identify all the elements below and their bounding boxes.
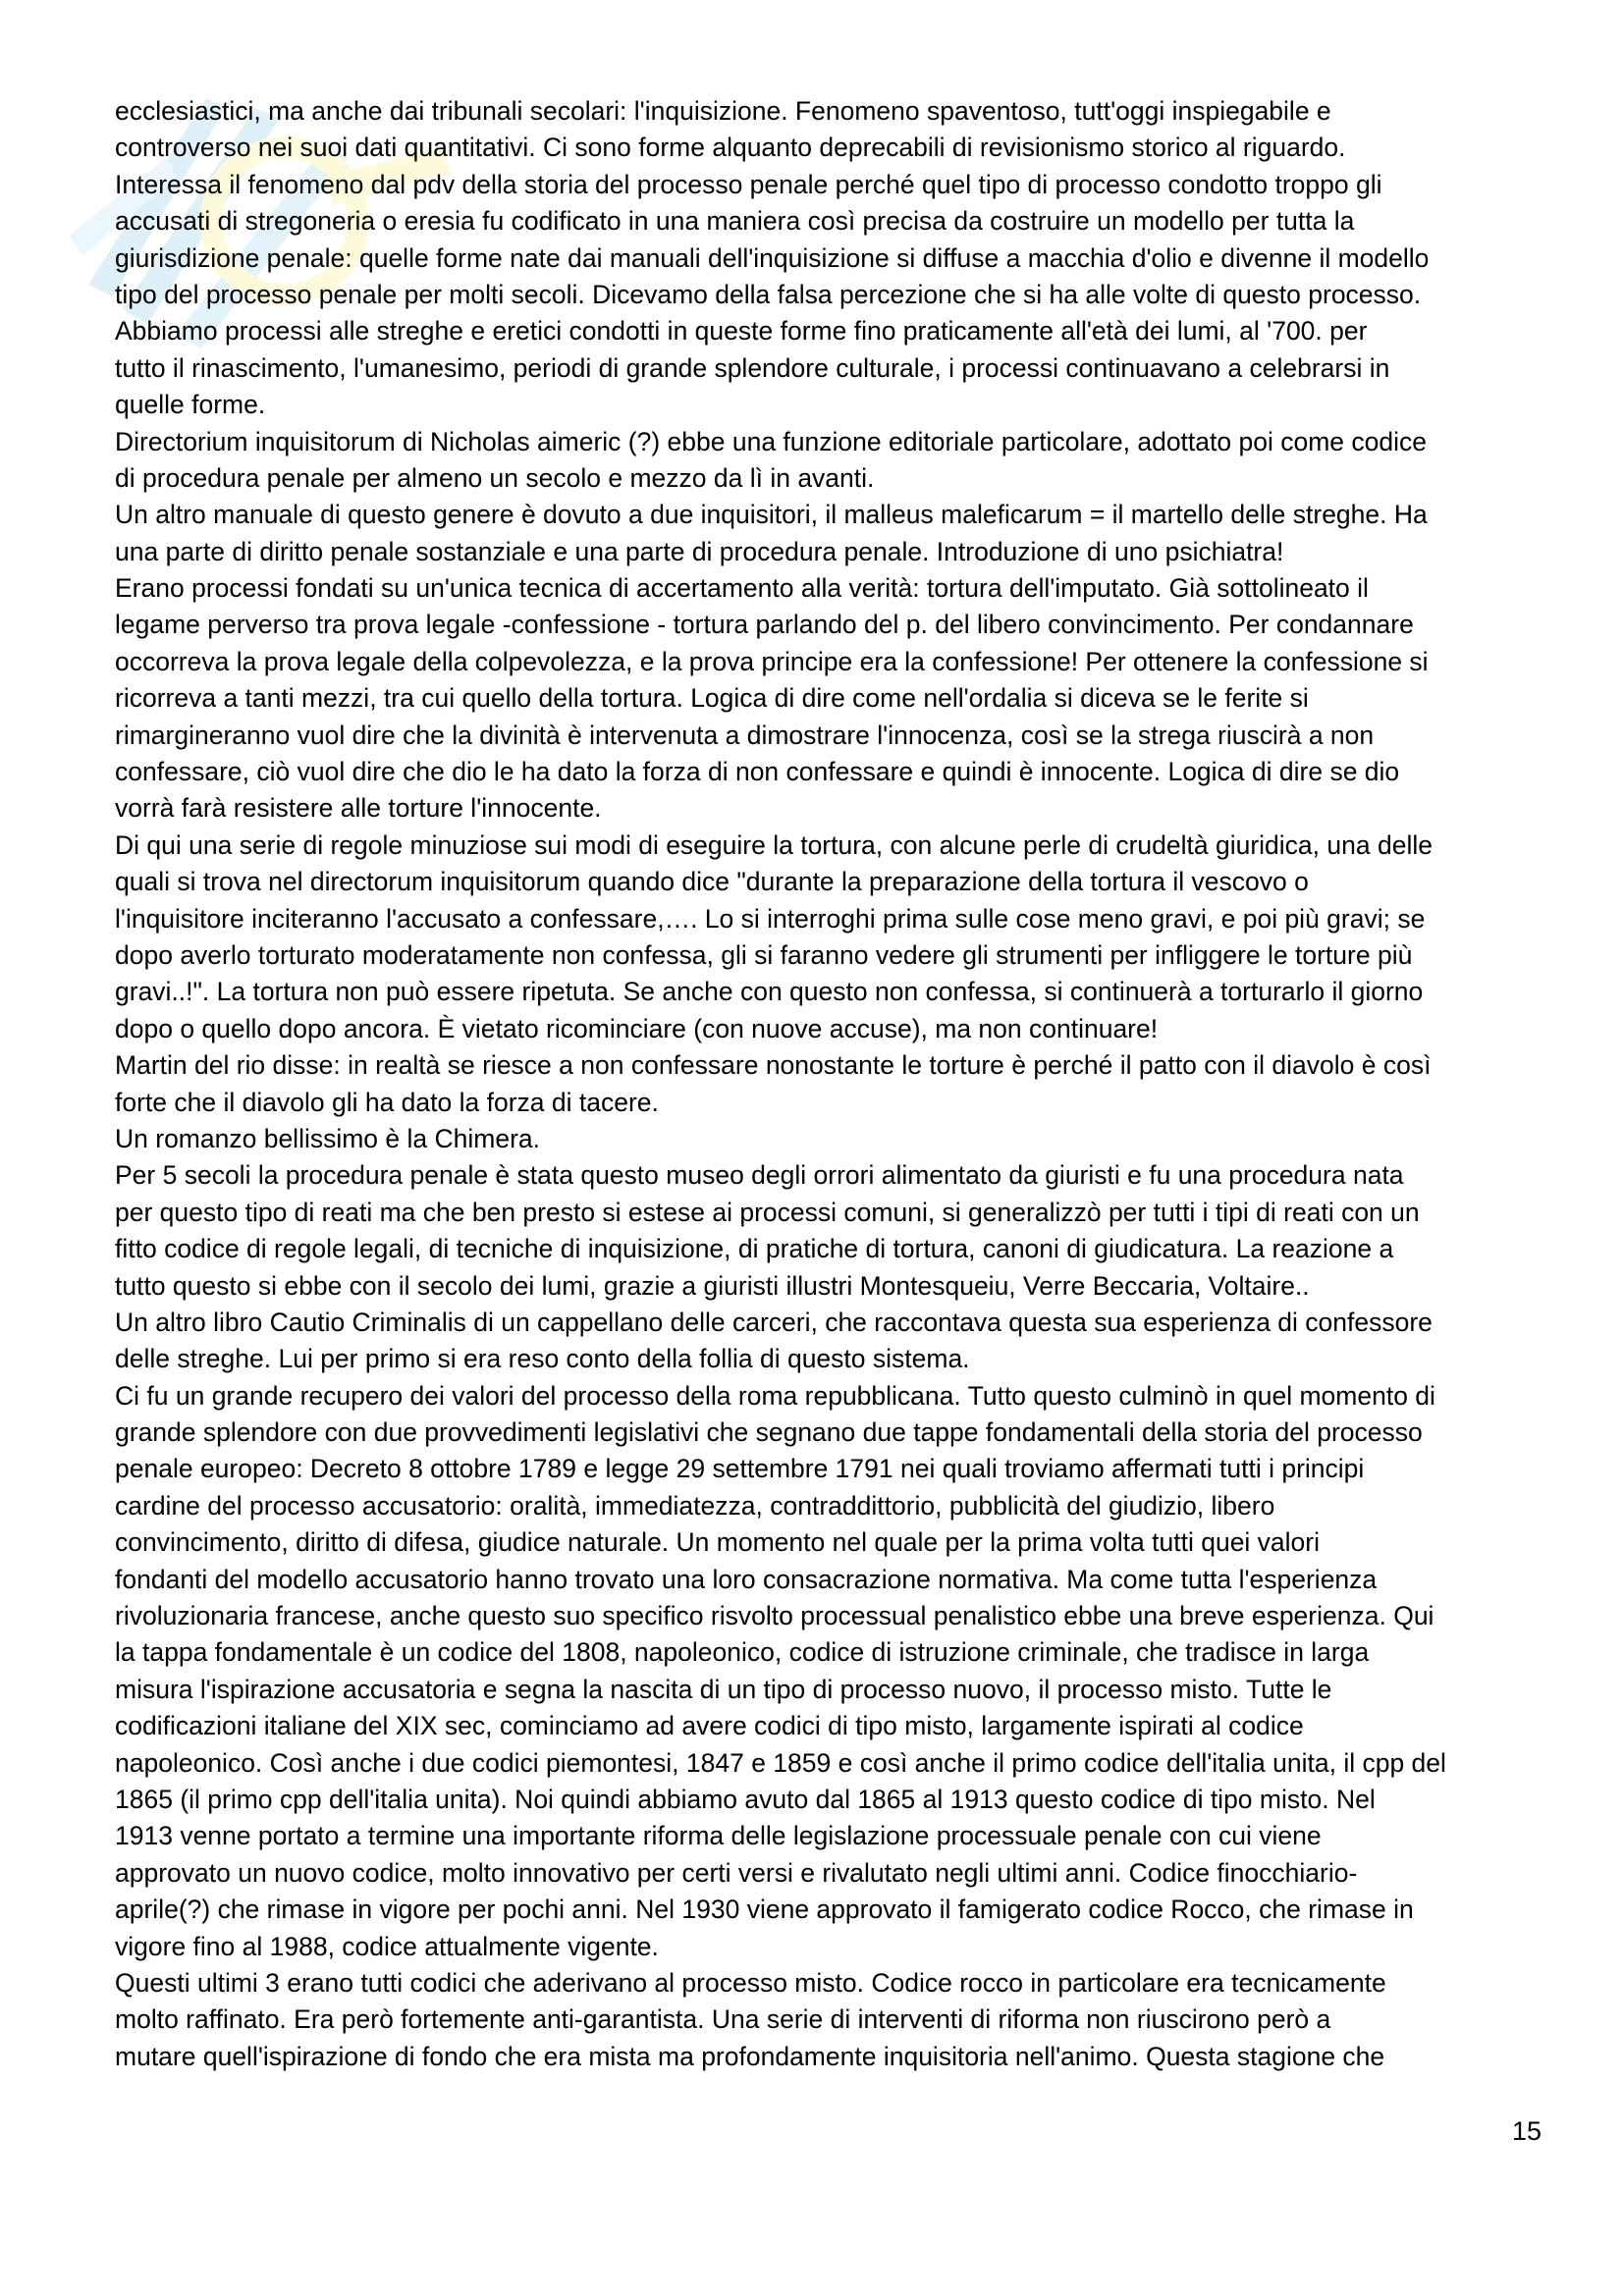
text-line: Un altro libro Cautio Criminalis di un cappellano delle carceri, che raccontava questa sua esperienza di confessore bbox=[115, 1307, 1433, 1337]
text-line: una parte di diritto penale sostanziale e una parte di procedura penale. Introduzione di uno psichiatra! bbox=[115, 536, 1284, 566]
text-line: Un romanzo bellissimo è la Chimera. bbox=[115, 1123, 540, 1153]
text-line: Un altro manuale di questo genere è dovuto a due inquisitori, il malleus maleficarum = il martello delle streghe. Ha bbox=[115, 500, 1428, 530]
text-line: Martin del rio disse: in realtà se riesce a non confessare nonostante le torture è perché il patto con il diavolo è così bbox=[115, 1050, 1432, 1081]
text-line: mutare quell'ispirazione di fondo che era mista ma profondamente inquisitoria nell'animo. Questa stagione che bbox=[115, 2041, 1385, 2071]
text-line: fitto codice di regole legali, di tecniche di inquisizione, di pratiche di tortura, canoni di giudicatura. La reazione a bbox=[115, 1234, 1394, 1264]
text-line: delle streghe. Lui per primo si era reso conto della follia di questo sistema. bbox=[115, 1344, 970, 1374]
text-line: Di qui una serie di regole minuziose sui modi di eseguire la tortura, con alcune perle di crudeltà giuridica, una delle bbox=[115, 829, 1433, 860]
text-line: per questo tipo di reati ma che ben presto si estese ai processi comuni, si generalizzò per tutti i tipi di reati con un bbox=[115, 1197, 1420, 1227]
text-line: Questi ultimi 3 erano tutti codici che aderivano al processo misto. Codice rocco in particolare era tecnicamente bbox=[115, 1967, 1386, 1998]
text-line: controverso nei suoi dati quantitativi. Ci sono forme alquanto deprecabili di revisionismo storico al riguardo. bbox=[115, 133, 1346, 163]
text-line: rivoluzionaria francese, anche questo suo specifico risvolto processual penalistico ebbe una breve esperienza. Qui bbox=[115, 1601, 1434, 1631]
text-line: quelle forme. bbox=[115, 390, 266, 420]
text-line: penale europeo: Decreto 8 ottobre 1789 e legge 29 settembre 1791 nei quali troviamo affermati tutti i principi bbox=[115, 1454, 1365, 1484]
page-number: 15 bbox=[1511, 2116, 1542, 2146]
text-line: di procedura penale per almeno un secolo e mezzo da lì in avanti. bbox=[115, 462, 875, 493]
text-line: cardine del processo accusatorio: oralità, immediatezza, contraddittorio, pubblicità del giudizio, libero bbox=[115, 1490, 1275, 1521]
text-line: napoleonico. Così anche i due codici piemontesi, 1847 e 1859 e così anche il primo codice dell'italia unita, il cpp del bbox=[115, 1747, 1446, 1778]
text-line: forte che il diavolo gli ha dato la forza di tacere. bbox=[115, 1087, 659, 1117]
text-line: Abbiamo processi alle streghe e eretici condotti in queste forme fino praticamente all'età dei lumi, al '700. per bbox=[115, 316, 1368, 347]
text-line: 1913 venne portato a termine una importante riforma delle legislazione processuale penale con cui viene bbox=[115, 1821, 1322, 1851]
text-line: quali si trova nel directorum inquisitorum quando dice "durante la preparazione della tortura il vescovo o bbox=[115, 867, 1309, 897]
text-line: molto raffinato. Era però fortemente anti-garantista. Una serie di interventi di riforma non riuscirono però a bbox=[115, 2004, 1331, 2035]
text-line: giurisdizione penale: quelle forme nate dai manuali dell'inquisizione si diffuse a macchia d'olio e divenne il modello bbox=[115, 242, 1430, 273]
body-text bbox=[115, 93, 1548, 2075]
text-line: dopo averlo torturato moderatamente non confessa, gli si faranno vedere gli strumenti per infliggere le torture più bbox=[115, 939, 1413, 970]
text-line: Ci fu un grande recupero dei valori del processo della roma repubblicana. Tutto questo culminò in quel momento di bbox=[115, 1380, 1435, 1411]
text-line: tutto il rinascimento, l'umanesimo, periodi di grande splendore culturale, i processi continuavano a celebrarsi in bbox=[115, 352, 1390, 383]
text-line: dopo o quello dopo ancora. È vietato ricominciare (con nuove accuse), ma non continuare! bbox=[115, 1013, 1159, 1043]
text-line: confessare, ciò vuol dire che dio le ha dato la forza di non confessare e quindi è innocente. Logica di dire se dio bbox=[115, 757, 1400, 787]
text-line: Erano processi fondati su un'unica tecnica di accertamento alla verità: tortura dell'imputato. Già sottolineato il bbox=[115, 573, 1369, 604]
text-line: vigore fino al 1988, codice attualmente vigente. bbox=[115, 1931, 659, 1961]
text-line: codificazioni italiane del XIX sec, cominciamo ad avere codici di tipo misto, largamente ispirati al codice bbox=[115, 1711, 1304, 1741]
text-line: rimargineranno vuol dire che la divinità è intervenuta a dimostrare l'innocenza, così se la strega riuscirà a non bbox=[115, 720, 1375, 750]
text-line: accusati di stregoneria o eresia fu codificato in una maniera così precisa da costruire un modello per tutta la bbox=[115, 206, 1355, 237]
text-line: ricorreva a tanti mezzi, tra cui quello della tortura. Logica di dire come nell'ordalia si diceva se le ferite si bbox=[115, 683, 1309, 714]
text-line: convincimento, diritto di difesa, giudice naturale. Un momento nel quale per la prima volta tutti quei valori bbox=[115, 1527, 1321, 1558]
text-line: Directorium inquisitorum di Nicholas aimeric (?) ebbe una funzione editoriale particolare, adottato poi come codice bbox=[115, 426, 1427, 456]
text-line: occorreva la prova legale della colpevolezza, e la prova principe era la confessione! Per ottenere la confessione si bbox=[115, 646, 1429, 676]
text-line: aprile(?) che rimase in vigore per pochi anni. Nel 1930 viene approvato il famigerato codice Rocco, che rimase in bbox=[115, 1895, 1414, 1925]
text-line: approvato un nuovo codice, molto innovativo per certi versi e rivalutato negli ultimi anni. Codice finocchiario- bbox=[115, 1857, 1358, 1888]
text-line: Per 5 secoli la procedura penale è stata questo museo degli orrori alimentato da giuristi e fu una procedura nata bbox=[115, 1160, 1404, 1191]
text-line: tutto questo si ebbe con il secolo dei lumi, grazie a giuristi illustri Montesqueiu, Verre Beccaria, Voltaire.. bbox=[115, 1270, 1310, 1301]
text-line: gravi..!". La tortura non può essere ripetuta. Se anche con questo non confessa, si continuerà a torturarlo il giorno bbox=[115, 977, 1424, 1007]
text-line: 1865 (il primo cpp dell'italia unita). Noi quindi abbiamo avuto dal 1865 al 1913 questo codice di tipo misto. Nel bbox=[115, 1784, 1376, 1814]
text-line: la tappa fondamentale è un codice del 1808, napoleonico, codice di istruzione criminale, che tradisce in larga bbox=[115, 1637, 1370, 1668]
text-line: fondanti del modello accusatorio hanno trovato una loro consacrazione normativa. Ma come tutta l'esperienza bbox=[115, 1564, 1378, 1594]
text-line: tipo del processo penale per molti secoli. Dicevamo della falsa percezione che si ha alle volte di questo processo. bbox=[115, 279, 1422, 309]
text-line: misura l'ispirazione accusatoria e segna la nascita di un tipo di processo nuovo, il processo misto. Tutte le bbox=[115, 1674, 1332, 1704]
text-line: grande splendore con due provvedimenti legislativi che segnano due tappe fondamentali della storia del processo bbox=[115, 1417, 1423, 1448]
text-line: Interessa il fenomeno dal pdv della storia del processo penale perché quel tipo di processo condotto troppo gli bbox=[115, 169, 1382, 199]
text-line: ecclesiastici, ma anche dai tribunali secolari: l'inquisizione. Fenomeno spaventoso, tutt'oggi inspiegabile e bbox=[115, 96, 1331, 126]
text-line: vorrà farà resistere alle torture l'innocente. bbox=[115, 793, 602, 824]
text-line: l'inquisitore inciteranno l'accusato a confessare,…. Lo si interroghi prima sulle cose meno gravi, e poi più gravi; se bbox=[115, 903, 1426, 934]
text-line: legame perverso tra prova legale -confessione - tortura parlando del p. del libero convincimento. Per condannare bbox=[115, 610, 1414, 640]
